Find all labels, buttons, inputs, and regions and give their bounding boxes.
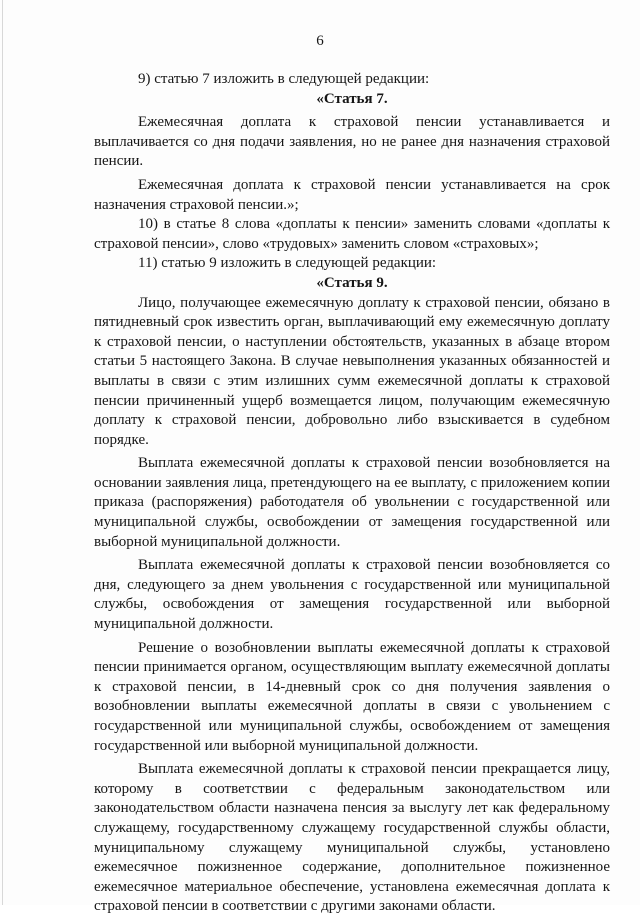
article-7-paragraph: Ежемесячная доплата к страховой пенсии устанавливается и выплачивается со дня подачи заявления, но не ранее дня назначения страховой пенсии.: [94, 114, 610, 170]
article-9-paragraph: Выплата ежемесячной доплаты к страховой пенсии возобновляется на основании заявления лица, претендующего на ее выплату, с приложением копии приказа (распоряжения) работодателя об увольнении с государственной или муниципальной службы, освобождении от замещения государственной или выборной муниципальной должности.: [94, 455, 610, 550]
paragraph-item-10: 10) в статье 8 слова «доплаты к пенсии» заменить словами «доплаты к страховой пенсии», слово «трудовых» заменить словом «страховых»;: [94, 216, 610, 252]
article-9-paragraph: Лицо, получающее ежемесячную доплату к страховой пенсии, обязано в пятидневный срок известить орган, выплачивающий ему ежемесячную доплату к страховой пенсии, о наступлении обстоятельств, указанных в абзаце втором статьи 5 настоящего Закона. В случае невыполнения указанных обязанностей и выплаты в связи с этим излишних сумм ежемесячной доплаты к страховой пенсии причиненный ущерб возмещается лицом, получающим ежемесячную доплату к страховой пенсии, добровольно либо взыскивается в судебном порядке.: [94, 294, 610, 448]
article-9-paragraph: Решение о возобновлении выплаты ежемесячной доплаты к страховой пенсии принимается органом, осуществляющим выплату ежемесячной доплаты к страховой пенсии, в 14-дневный срок со дня получения заявления о возобновлении выплаты ежемесячной доплаты в связи с увольнением с государственной или муниципальной службы, освобождением от замещения государственной или выборной муниципальной должности.: [94, 639, 610, 754]
paragraph-item-11: 11) статью 9 изложить в следующей редакции:: [138, 255, 437, 272]
article-9-heading: «Статья 9.: [316, 274, 388, 291]
document-body: [94, 70, 610, 917]
paragraph-item-9: 9) статью 7 изложить в следующей редакции:: [138, 71, 430, 87]
article-9-paragraph: Выплата ежемесячной доплаты к страховой пенсии возобновляется со дня, следующего за днем увольнения с государственной или муниципальной службы, освобождения от замещения государственной или выборной муниципальной должности.: [94, 557, 610, 633]
page-number: 6: [316, 33, 324, 49]
article-9-paragraph: Выплата ежемесячной доплаты к страховой пенсии прекращается лицу, которому в соответствии с федеральным законодательством или законодательством области назначена пенсия за выслугу лет как федеральному служащему, государственному служащему государственной службы области, муниципальному служащему муниципальной службы, установлено ежемесячное пожизненное содержание, дополнительное пожизненное ежемесячное материальное обеспечение, установлена ежемесячная доплата к страховой пенсии в соответствии с другими законами области.: [94, 761, 610, 915]
article-7-heading: «Статья 7.: [316, 90, 388, 107]
page-edge: [2, 0, 3, 905]
article-7-paragraph: Ежемесячная доплата к страховой пенсии устанавливается на срок назначения страховой пенсии.»;: [94, 176, 610, 213]
